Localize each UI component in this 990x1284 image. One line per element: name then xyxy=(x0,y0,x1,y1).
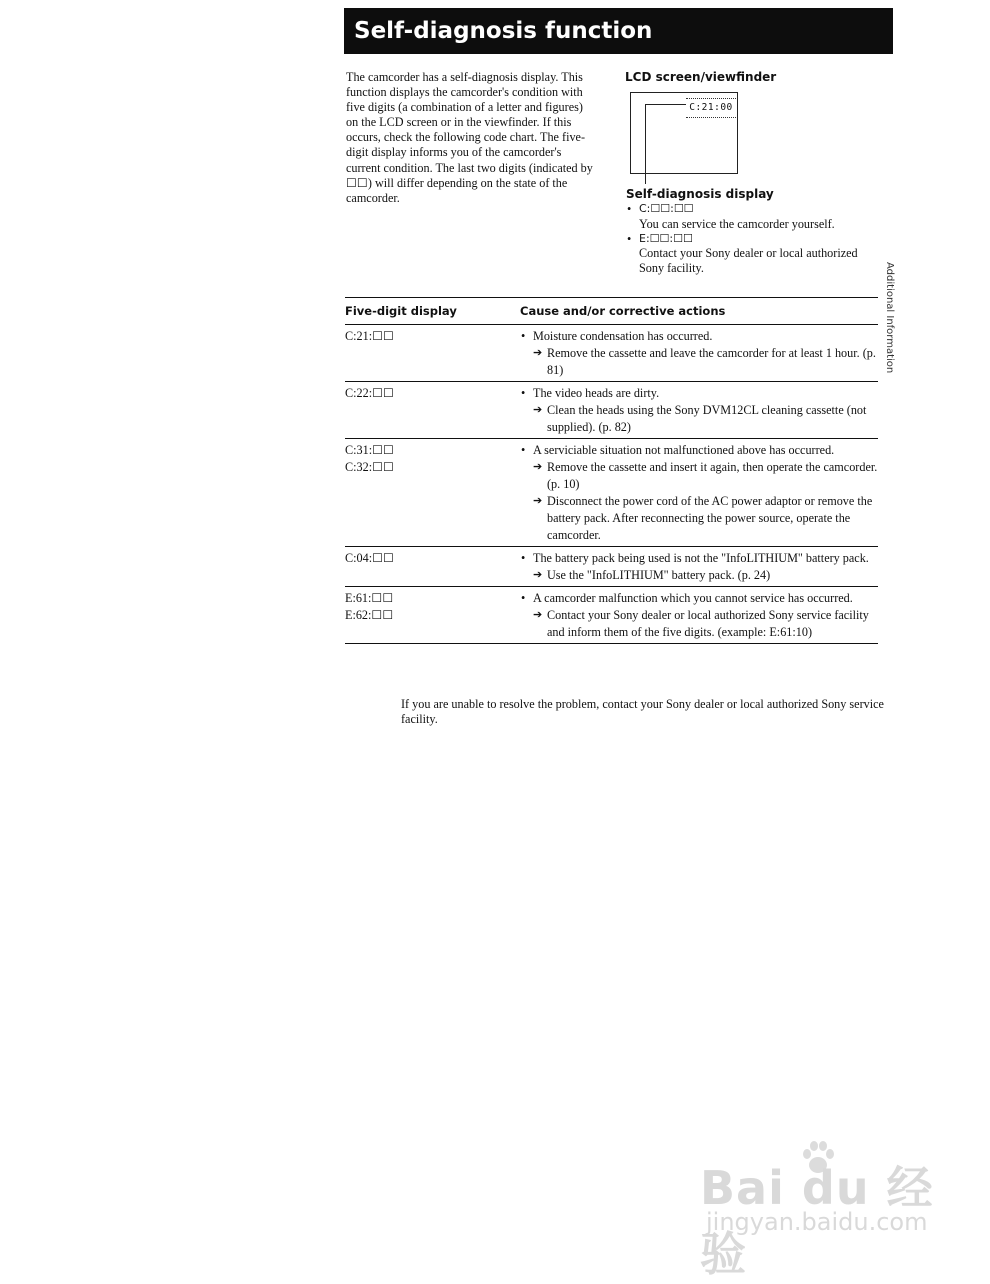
lcd-leader-line xyxy=(645,104,686,105)
arrow-right-icon: ➔ xyxy=(533,347,543,359)
table-row xyxy=(345,439,878,547)
lcd-leader-line xyxy=(645,104,646,184)
cause-text: • A serviciable situation not malfunctioned above has occurred. xyxy=(521,443,835,457)
cause-cell xyxy=(520,590,878,641)
code-cell xyxy=(345,550,520,584)
footer-note: If you are unable to resolve the problem, contact your Sony dealer or local authorized Sony service facility. xyxy=(401,697,884,726)
bullet-icon: • xyxy=(627,202,632,216)
display-code: E:61:☐☐ xyxy=(345,591,394,605)
bullet-icon: • xyxy=(521,329,526,343)
cause-text: • A camcorder malfunction which you cannot service has occurred. xyxy=(521,591,853,605)
display-code: C:31:☐☐ xyxy=(345,443,394,457)
bullet-icon: • xyxy=(521,591,526,605)
cause-cell xyxy=(520,550,878,584)
display-code: C:21:☐☐ xyxy=(345,329,394,343)
diagnosis-text: Contact your Sony dealer or local authorized Sony facility. xyxy=(639,246,858,276)
action-text: ➔ Disconnect the power cord of the AC power adaptor or remove the battery pack. After reconnecting the power source, operate the camcorder. xyxy=(533,494,873,542)
table-row xyxy=(345,587,878,644)
code-cell xyxy=(345,385,520,436)
cause-text: • The battery pack being used is not the "InfoLITHIUM" battery pack. xyxy=(521,551,869,565)
cause-cell xyxy=(520,328,878,379)
code-cell xyxy=(345,590,520,641)
table-row xyxy=(345,547,878,587)
table-header xyxy=(345,297,878,325)
action-text: ➔ Contact your Sony dealer or local authorized Sony service facility and inform them of the five digits. (example: E:61:10) xyxy=(533,608,869,639)
lcd-heading: LCD screen/viewfinder xyxy=(625,70,777,84)
display-code: C:04:☐☐ xyxy=(345,551,394,565)
watermark-url: jingyan.baidu.com xyxy=(706,1208,928,1236)
column-header-cause: Cause and/or corrective actions xyxy=(520,303,726,318)
arrow-right-icon: ➔ xyxy=(533,404,543,416)
display-code: E:62:☐☐ xyxy=(345,608,394,622)
column-header-display: Five-digit display xyxy=(345,303,457,318)
display-code: C:32:☐☐ xyxy=(345,460,394,474)
bullet-icon: • xyxy=(521,386,526,400)
cause-text: • Moisture condensation has occurred. xyxy=(521,329,713,343)
diagnosis-code: E:☐☐:☐☐ xyxy=(639,231,693,245)
page-title: Self-diagnosis function xyxy=(344,8,893,54)
watermark-logo xyxy=(700,1138,940,1281)
diagnosis-code: C:☐☐:☐☐ xyxy=(639,202,694,215)
table-row xyxy=(345,382,878,439)
section-side-tab: Additional Information xyxy=(884,262,895,374)
intro-paragraph: The camcorder has a self-diagnosis display. This function displays the camcorder's condition with five digits (a combination of a letter and figures) on the LCD screen or in the viewfinder. If this occurs, check the following code chart. The five-digit display informs you of the camcorder's current condition. The last two digits (indicated by ☐☐) will differ depending on the state of the camcorder. xyxy=(346,70,593,205)
arrow-right-icon: ➔ xyxy=(533,495,543,507)
cause-text: • The video heads are dirty. xyxy=(521,386,660,400)
bullet-icon: • xyxy=(521,551,526,565)
watermark-main: Bai du 经验 xyxy=(700,1161,934,1281)
cause-cell xyxy=(520,442,878,544)
list-item xyxy=(627,202,867,232)
action-text: ➔ Use the "InfoLITHIUM" battery pack. (p. 24) xyxy=(533,568,771,582)
table-row xyxy=(345,325,878,382)
arrow-right-icon: ➔ xyxy=(533,461,543,473)
code-chart-table xyxy=(345,297,878,644)
action-text: ➔ Clean the heads using the Sony DVM12CL cleaning cassette (not supplied). (p. 82) xyxy=(533,403,867,434)
code-cell xyxy=(345,328,520,379)
arrow-right-icon: ➔ xyxy=(533,609,543,621)
diagnosis-text: You can service the camcorder yourself. xyxy=(639,216,835,231)
self-diagnosis-caption: Self-diagnosis display xyxy=(626,187,774,201)
lcd-display-code: C:21:00 xyxy=(686,98,736,118)
cause-cell xyxy=(520,385,878,436)
code-cell xyxy=(345,442,520,544)
bullet-icon: • xyxy=(627,231,632,246)
bullet-icon: • xyxy=(521,443,526,457)
action-text: ➔ Remove the cassette and leave the camcorder for at least 1 hour. (p. 81) xyxy=(533,346,876,377)
action-text: ➔ Remove the cassette and insert it again, then operate the camcorder. (p. 10) xyxy=(533,460,878,491)
self-diagnosis-list xyxy=(627,202,867,276)
display-code: C:22:☐☐ xyxy=(345,386,394,400)
arrow-right-icon: ➔ xyxy=(533,569,543,581)
list-item xyxy=(627,232,867,276)
